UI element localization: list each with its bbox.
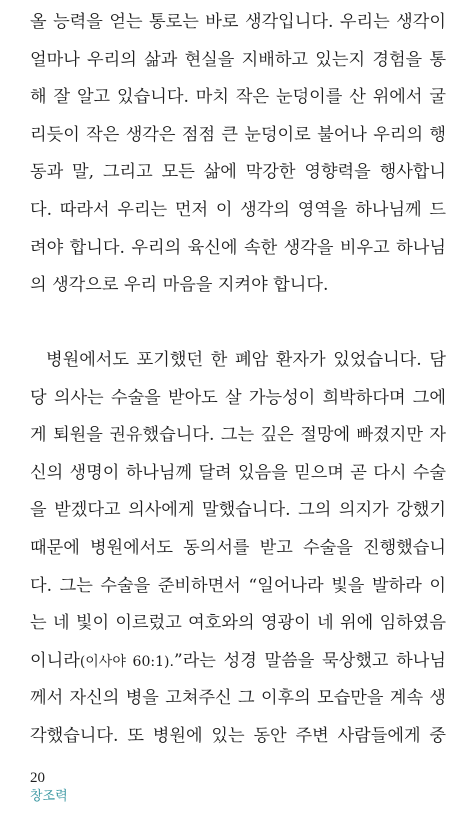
text-line: 의 생각으로 우리 마음을 지켜야 합니다. <box>30 275 329 296</box>
text-line: 게 퇴원을 권유했습니다. 그는 깊은 절망에 빠졌지만 자 <box>30 425 446 446</box>
text-line: 다. 따라서 우리는 먼저 이 생각의 영역을 하나님께 드 <box>30 199 446 220</box>
text-line: 각했습니다. 또 병원에 있는 동안 주변 사람들에게 중 <box>30 725 446 746</box>
text-line: 당 의사는 수술을 받아도 살 가능성이 희박하다며 그에 <box>30 387 446 408</box>
text-line: 다. 그는 수술을 준비하면서 “일어나라 빛을 발하라 이 <box>30 575 446 596</box>
page-footer <box>30 768 68 806</box>
text-line: 얼마나 우리의 삶과 현실을 지배하고 있는지 경험을 통 <box>30 49 446 70</box>
paragraph-1 <box>30 4 446 305</box>
text-line: 올 능력을 얻는 통로는 바로 생각입니다. 우리는 생각이 <box>30 12 446 32</box>
page-number: 20 <box>30 770 45 786</box>
text-line: 께서 자신의 병을 고쳐주신 그 이후의 모습만을 계속 생 <box>30 688 446 709</box>
text-line: 신의 생명이 하나님께 달려 있음을 믿으며 곧 다시 수술 <box>30 462 446 483</box>
text-line-with-citation <box>30 643 446 681</box>
paragraph-2 <box>30 342 446 756</box>
text-line: 려야 합니다. 우리의 육신에 속한 생각을 비우고 하나님 <box>30 237 446 258</box>
text-line: 는 네 빛이 이르렀고 여호와의 영광이 네 위에 임하였음 <box>30 613 446 634</box>
text-line: 을 받겠다고 의사에게 말했습니다. 그의 의지가 강했기 <box>30 500 446 521</box>
text-line: 병원에서도 포기했던 한 폐암 환자가 있었습니다. 담 <box>46 350 446 370</box>
text-segment: 이니라 <box>30 650 80 671</box>
text-line: 때문에 병원에서도 동의서를 받고 수술을 진행했습니 <box>30 537 446 558</box>
text-line: 동과 말, 그리고 모든 삶에 막강한 영향력을 행사합니 <box>30 162 446 183</box>
bible-citation: (이사야 60:1). <box>79 653 174 670</box>
text-line: 리듯이 작은 생각은 점점 큰 눈덩이로 불어나 우리의 행 <box>30 124 446 145</box>
text-segment: ”라는 성경 말씀을 묵상했고 하나님 <box>173 650 446 671</box>
book-title: 창조력 <box>30 789 68 804</box>
text-line: 해 잘 알고 있습니다. 마치 작은 눈덩이를 산 위에서 굴 <box>30 87 446 108</box>
